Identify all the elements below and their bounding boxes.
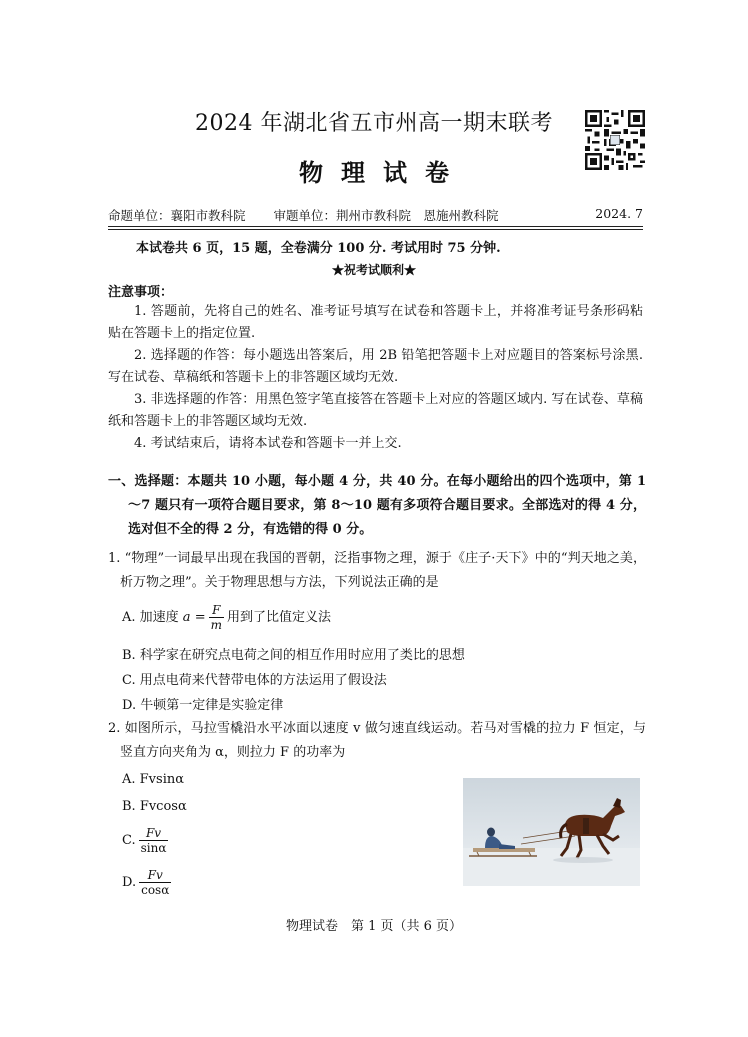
question-2-option-c: C. $\frac{Fv}{\sin\alpha}$ bbox=[122, 826, 167, 855]
question-2-option-b: B. Fvcosα bbox=[122, 799, 187, 814]
meta-divider-top bbox=[108, 226, 643, 227]
exam-date: 2024. 7 bbox=[595, 206, 643, 221]
exam-intro: 本试卷共 6 页，15 题，全卷满分 100 分. 考试用时 75 分钟. bbox=[136, 241, 501, 256]
good-luck-line: ★祝考试顺利★ bbox=[331, 263, 416, 277]
question-1-option-c: C. 用点电荷来代替带电体的方法运用了假设法 bbox=[122, 673, 387, 688]
note-item: 1. 答题前，先将自己的姓名、准考证号填写在试卷和答题卡上，并将准考证号条形码粘贴在答题卡上的指定位置. bbox=[108, 304, 643, 341]
fv-over-sin-fraction: $\frac{Fv}{\sin\alpha}$ bbox=[140, 826, 167, 855]
exam-title: 2024 年湖北省五市州高一期末联考 bbox=[195, 111, 553, 136]
question-2-option-a: A. Fvsinα bbox=[122, 772, 184, 787]
question-1-option-a: A. 加速度 a = $\frac{F}{m}$ 用到了比值定义法 bbox=[122, 603, 332, 632]
question-1-stem: 1. “物理”一词最早出现在我国的晋朝，泛指事物之理，源于《庄子·天下》中的“判天地之美，析万物之理”。关于物理思想与方法，下列说法正确的是 bbox=[108, 551, 646, 590]
horse-sled-photo bbox=[463, 778, 640, 886]
proposer-unit: 命题单位：襄阳市教科院 bbox=[108, 208, 246, 223]
note-item: 3. 非选择题的作答：用黑色签字笔直接答在答题卡上对应的答题区域内. 写在试卷、草稿纸和答题卡上的非答题区域均无效. bbox=[108, 392, 643, 429]
qr-code-icon bbox=[585, 110, 645, 170]
acceleration-symbol: a bbox=[182, 610, 191, 625]
question-2-stem: 2. 如图所示，马拉雪橇沿水平冰面以速度 v 做匀速直线运动。若马对雪橇的拉力 F 恒定，与竖直方向夹角为 α，则拉力 F 的功率为 bbox=[108, 721, 646, 760]
subject-title: 物理试卷 bbox=[299, 158, 467, 187]
note-item: 2. 选择题的作答：每小题选出答案后，用 2B 铅笔把答题卡上对应题目的答案标号涂黑. 写在试卷、草稿纸和答题卡上的非答题区域均无效. bbox=[108, 348, 643, 385]
section-one-instructions: 一、选择题：本题共 10 小题，每小题 4 分，共 40 分。在每小题给出的四个选项中，第 1～7 题只有一项符合题目要求，第 8～10 题有多项符合题目要求。全部选对的得 4 分，选对但不全的得 2 分，有选错的得 0 分。 bbox=[108, 474, 646, 537]
exam-meta bbox=[108, 206, 643, 224]
meta-divider-bottom bbox=[108, 229, 643, 230]
question-1-option-b: B. 科学家在研究点电荷之间的相互作用时应用了类比的思想 bbox=[122, 648, 465, 663]
question-1-option-d: D. 牛顿第一定律是实验定律 bbox=[122, 698, 284, 713]
force-over-mass-fraction: $\frac{F}{m}$ bbox=[210, 603, 222, 632]
fv-over-cos-fraction: $\frac{Fv}{\cos\alpha}$ bbox=[141, 868, 170, 897]
reviewer-unit: 审题单位：荆州市教科院 恩施州教科院 bbox=[273, 208, 499, 223]
notes-heading: 注意事项： bbox=[108, 285, 174, 300]
note-item: 4. 考试结束后，请将本试卷和答题卡一并上交. bbox=[134, 436, 402, 451]
question-2-option-d: D. $\frac{Fv}{\cos\alpha}$ bbox=[122, 868, 170, 897]
page-footer: 物理试卷 第 1 页（共 6 页） bbox=[285, 919, 463, 934]
